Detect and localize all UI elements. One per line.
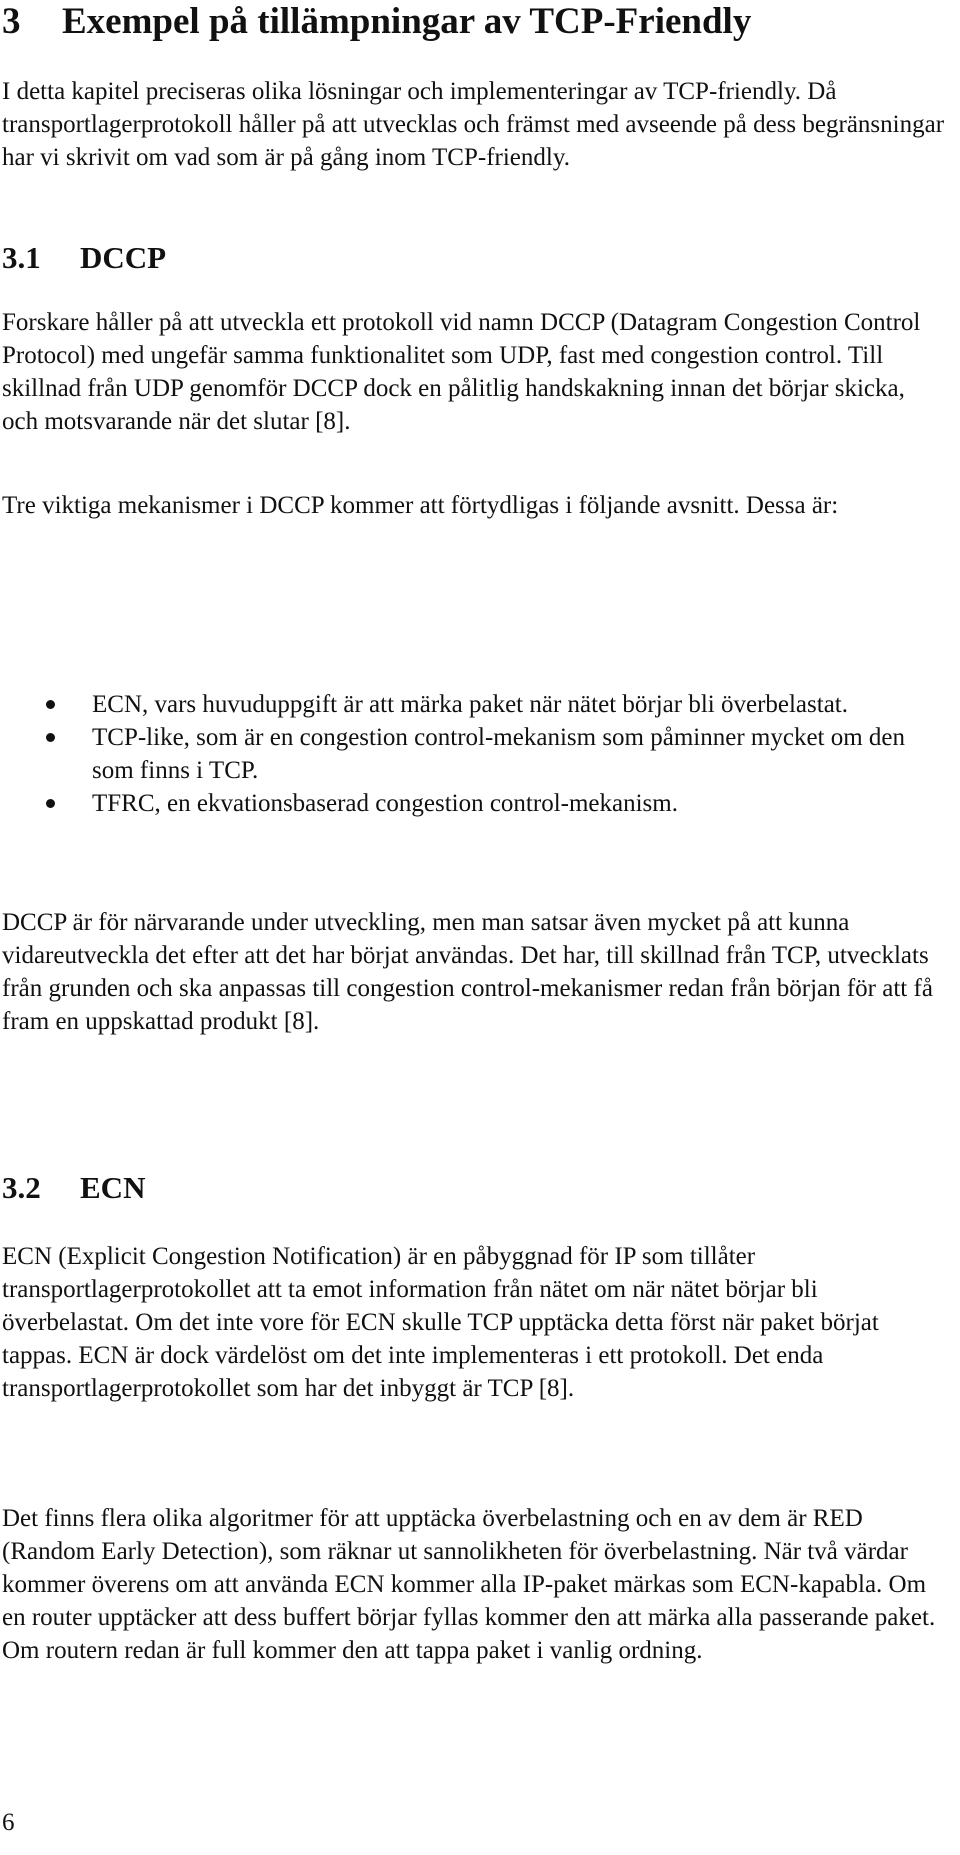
ecn-paragraph-2: Det finns flera olika algoritmer för att upptäcka överbelastning och en av dem är RED (Random Early Detection), som räknar ut sannolikheten för överbelastning. När två värdar kommer överens om att använda ECN kommer alla IP-paket märkas som ECN-kapabla. Om en router upptäcker att dess buffert börjar fyllas kommer den att märka alla passerande paket. Om routern redan är full kommer den att tappa paket i vanlig ordning. (2, 1505, 936, 1664)
dccp-paragraph-1: Forskare håller på att utveckla ett protokoll vid namn DCCP (Datagram Congestion Control Protocol) med ungefär samma funktionalitet som UDP, fast med congestion control. Till skillnad från UDP genomför DCCP dock en pålitlig handskakning innan det börjar skicka, och motsvarande när det slutar [8]. (2, 309, 921, 435)
chapter-title: Exempel på tillämpningar av TCP-Friendly (62, 1, 752, 42)
intro-paragraph: I detta kapitel preciseras olika lösningar och implementeringar av TCP-friendly. Då transportlagerprotokoll håller på att utvecklas och främst med avseende på dess begränsningar har vi skrivit om vad som är på gång inom TCP-friendly. (2, 78, 945, 171)
section-heading-ecn (2, 1168, 602, 1208)
section-number: 3.1 (2, 240, 41, 275)
dccp-paragraph-2: Tre viktiga mekanismer i DCCP kommer att förtydligas i följande avsnitt. Dessa är: (2, 492, 839, 519)
bullet-icon (46, 700, 55, 709)
dccp-paragraph-3: DCCP är för närvarande under utveckling, men man satsar även mycket på att kunna vidareutveckla det efter att det har börjat användas. Det har, till skillnad från TCP, utvecklats från grunden och ska anpassas till congestion control-mekanismer redan från början för att få fram en uppskattad produkt [8]. (2, 909, 933, 1035)
section-heading-dccp (2, 238, 602, 278)
list-item-text: TFRC, en ekvationsbaserad congestion control-mekanism. (92, 790, 678, 817)
list-item-text: ECN, vars huvuduppgift är att märka paket när nätet börjar bli överbelastat. (92, 691, 848, 718)
bullet-icon (46, 733, 55, 742)
list-item (0, 721, 945, 787)
page-number: 6 (2, 1809, 15, 1836)
bullet-icon (46, 799, 55, 808)
section-title: ECN (80, 1170, 146, 1205)
mechanism-list (0, 688, 945, 820)
chapter-number: 3 (2, 1, 21, 42)
chapter-heading (2, 0, 942, 44)
section-title: DCCP (80, 240, 167, 275)
ecn-paragraph-1: ECN (Explicit Congestion Notification) är en påbyggnad för IP som tillåter transportlagerprotokollet att ta emot information från nätet om när nätet börjar bli överbelastat. Om det inte vore för ECN skulle TCP upptäcka detta först när paket börjat tappas. ECN är dock värdelöst om det inte implementeras i ett protokoll. Det enda transportlagerprotokollet som har det inbyggt är TCP [8]. (2, 1243, 879, 1402)
list-item (0, 688, 945, 721)
section-number: 3.2 (2, 1170, 41, 1205)
list-item-text: TCP-like, som är en congestion control-mekanism som påminner mycket om den som finns i TCP. (92, 724, 906, 784)
list-item (0, 787, 945, 820)
